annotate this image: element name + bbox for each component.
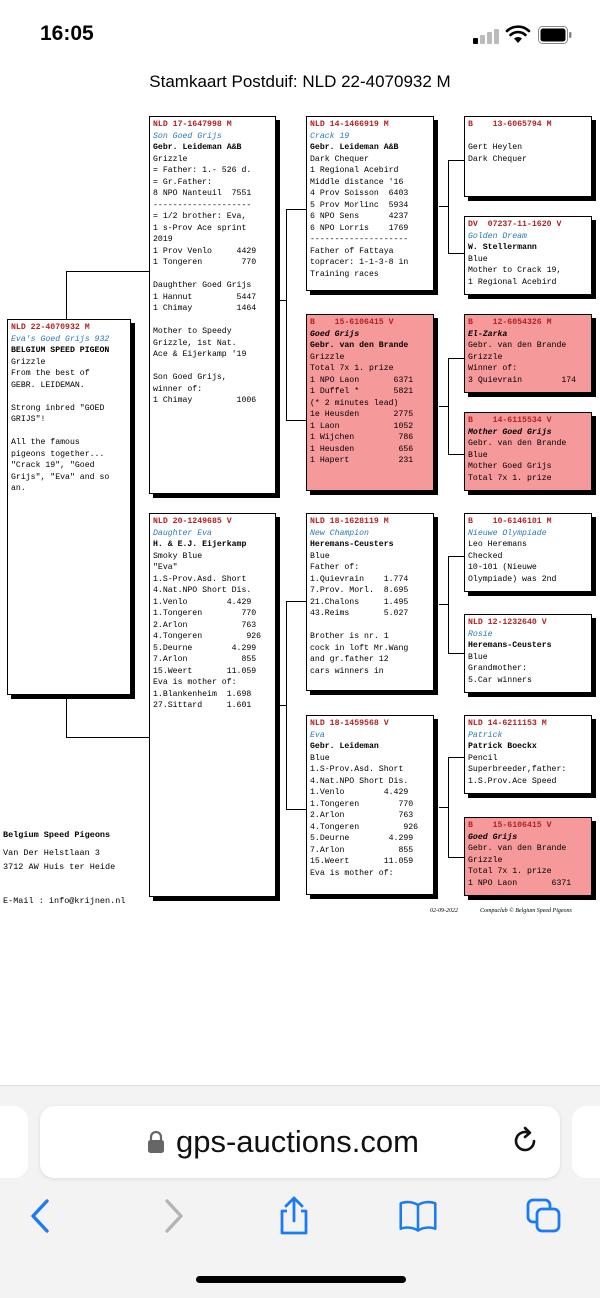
next-tab-preview[interactable]: [572, 1106, 600, 1178]
ring-number: NLD 18-1459568 V: [310, 719, 389, 728]
pigeon-owner: Gebr. van den Brande: [468, 439, 567, 448]
connector: [286, 809, 306, 810]
detail-line: 1 NPO Laon 6371: [310, 375, 414, 385]
pigeon-details: [310, 352, 430, 467]
previous-tab-preview[interactable]: [0, 1106, 28, 1178]
detail-line: Winner of:: [468, 364, 518, 373]
connector: [448, 160, 464, 161]
pigeon-card-fmm: [464, 412, 592, 491]
pigeon-details: [310, 551, 430, 678]
pigeon-card-mfm: [464, 614, 592, 693]
detail-line: Daughther Goed Grijs: [153, 281, 252, 290]
detail-line: 5.Car winners: [468, 675, 532, 685]
detail-line: 5 Prov Morlinc 5934: [310, 200, 409, 210]
detail-line: [153, 315, 272, 327]
connector: [448, 556, 449, 653]
pigeon-card-ffm: [464, 216, 592, 295]
pigeon-name: Daughter Eva: [153, 528, 212, 538]
detail-line: GEBR. LEIDEMAN.: [11, 380, 85, 390]
pigeon-details: [11, 357, 127, 495]
detail-line: winner of:: [153, 384, 203, 394]
pigeon-owner: Gebr. van den Brande: [468, 341, 567, 350]
pigeon-name: Mother Goed Grijs: [468, 427, 552, 437]
detail-line: 4.Nat.NPO Short Dis.: [310, 776, 409, 786]
detail-line: = Gr.Father:: [153, 177, 212, 187]
detail-line: 1.Quievrain 1.774: [310, 574, 409, 584]
detail-line: Grijs", "Eva" and so: [11, 472, 110, 482]
pigeon-name: Golden Dream: [468, 231, 527, 241]
detail-line: 15.Weert 11.059: [310, 857, 414, 866]
pigeon-name: New Champion: [310, 528, 369, 538]
ring-number: B 10-6146101 M: [468, 517, 552, 526]
pigeon-details: [468, 450, 588, 485]
detail-line: Son Goed Grijs,: [153, 373, 227, 382]
detail-line: 1 Chimay 1006: [153, 396, 257, 405]
detail-line: "Eva": [153, 563, 178, 572]
back-icon[interactable]: [22, 1196, 62, 1236]
detail-line: 1e Heusden 2775: [310, 410, 414, 419]
connector: [66, 271, 67, 320]
url-text[interactable]: gps-auctions.com: [176, 1124, 419, 1159]
detail-line: and gr.father 12: [310, 655, 389, 664]
detail-line: 1 Regional Acebird: [468, 277, 557, 287]
detail-line: Grizzle: [153, 154, 188, 164]
pigeon-card-mmm: [464, 817, 592, 896]
pigeon-name: El-Zarka: [468, 329, 508, 339]
pigeon-card-mff: [464, 513, 592, 592]
bookmarks-icon[interactable]: [398, 1196, 438, 1236]
detail-line: 1.Venlo 4.429: [153, 597, 252, 607]
detail-line: 5.Deurne 4.299: [310, 834, 414, 843]
connector: [448, 358, 464, 359]
detail-line: 4.Nat.NPO Short Dis.: [153, 586, 252, 595]
pigeon-name: Eva: [310, 730, 325, 740]
detail-line: 1 Prov Venlo 4429: [153, 246, 257, 256]
status-bar: [0, 0, 600, 70]
detail-line: 2.Arlon 763: [153, 620, 257, 630]
detail-line: Olympiade) was 2nd: [468, 574, 557, 584]
pigeon-details: [153, 551, 272, 712]
detail-line: 4.Tongeren 926: [310, 822, 419, 832]
ring-number: NLD 14-1466919 M: [310, 120, 389, 129]
connector: [286, 601, 306, 602]
connector: [286, 601, 287, 809]
detail-line: Grandmother:: [468, 664, 527, 673]
pigeon-name: Rosie: [468, 629, 493, 639]
pigeon-owner: Leo Heremans: [468, 540, 527, 549]
detail-line: [11, 391, 127, 403]
detail-line: 1 Wijchen 786: [310, 433, 414, 442]
detail-line: Dark Chequer: [310, 154, 369, 164]
ring-number: B 15-6106415 V: [468, 821, 552, 830]
pigeon-owner: Gebr. Leideman: [310, 742, 379, 751]
connector: [286, 420, 306, 421]
tabs-icon[interactable]: [524, 1196, 564, 1236]
pigeon-owner: H. & E.J. Eijerkamp: [153, 540, 247, 549]
detail-line: Grizzle: [468, 855, 503, 865]
pigeon-name: Son Goed Grijs: [153, 131, 222, 141]
pigeon-name: Goed Grijs: [468, 832, 518, 842]
detail-line: Grizzle: [11, 357, 46, 367]
detail-line: 27.Sittard 1.601: [153, 701, 252, 710]
detail-line: 1 NPO Laon 6371: [468, 878, 572, 888]
detail-line: Grizzle: [310, 352, 345, 362]
ring-number: B 14-6115534 V: [468, 416, 552, 425]
pigeon-card-father-mother: [306, 314, 434, 491]
ring-number: B 12-6054326 M: [468, 318, 552, 327]
detail-line: 1.Blankenheim 1.698: [153, 689, 252, 699]
detail-line: 7.Arlon 855: [153, 655, 257, 664]
footer-date: 02-09-2022: [430, 908, 458, 914]
connector: [439, 807, 448, 808]
detail-line: Pencil: [468, 753, 498, 763]
detail-line: Grizzle: [468, 352, 503, 362]
ring-number: NLD 14-6211153 M: [468, 719, 547, 728]
lock-icon: [146, 1130, 166, 1154]
connector: [66, 271, 150, 272]
breeder-address-line1: Van Der Helstlaan 3: [3, 848, 100, 858]
detail-line: 1.S.Prov.Ace Speed: [468, 776, 557, 786]
detail-line: Mother Goed Grijs: [468, 462, 552, 471]
ring-number: B 13-6065794 M: [468, 120, 552, 129]
pigeon-details: [468, 652, 588, 687]
pigeon-owner: Gebr. van den Brande: [468, 844, 567, 853]
pigeon-name: Goed Grijs: [310, 329, 360, 339]
home-indicator: [196, 1276, 406, 1283]
pigeon-details: [468, 254, 588, 289]
pigeon-details: [310, 753, 430, 880]
page-title: Stamkaart Postduif: NLD 22-4070932 M: [149, 72, 451, 91]
detail-line: = 1/2 brother: Eva,: [153, 212, 247, 221]
ring-number: NLD 18-1628119 M: [310, 517, 389, 526]
share-icon[interactable]: [274, 1196, 314, 1236]
pigeon-name: Patrick: [468, 730, 503, 740]
reload-icon[interactable]: [508, 1124, 542, 1158]
detail-line: Training races: [310, 269, 379, 279]
detail-line: an.: [11, 484, 26, 493]
pigeon-card-mother-mother: [306, 715, 434, 895]
detail-line: pigeons together...: [11, 449, 105, 459]
detail-line: Brother is nr. 1: [310, 632, 389, 641]
pigeon-owner: Heremans-Ceusters: [468, 641, 552, 650]
detail-line: 3 Quievrain 174: [468, 375, 577, 385]
detail-line: 5.Deurne 4.299: [153, 643, 257, 653]
detail-line: Father of:: [310, 563, 360, 572]
pigeon-card-subject: [7, 319, 131, 695]
pigeon-owner: Gebr. Leideman A&B: [153, 143, 242, 152]
connector: [66, 737, 150, 738]
connector: [66, 695, 67, 737]
pigeon-details: [468, 855, 588, 890]
connector: [276, 705, 286, 706]
detail-line: Blue: [468, 254, 488, 264]
pigeon-card-fmf: [464, 314, 592, 393]
pigeon-card-fff: [464, 116, 592, 197]
connector: [448, 454, 464, 455]
detail-line: Blue: [310, 551, 330, 561]
detail-line: 1 Laon 1052: [310, 421, 414, 431]
detail-line: 1 Tongeren 770: [153, 258, 257, 267]
ring-number: DV 07237-11-1620 V: [468, 220, 562, 229]
detail-line: Grizzle, 1st Nat.: [153, 338, 237, 348]
detail-line: [153, 361, 272, 373]
detail-line: 7.Prov. Morl. 8.695: [310, 586, 409, 595]
breeder-email: E-Mail : info@krijnen.nl: [3, 896, 126, 906]
connector: [448, 757, 464, 758]
pigeon-details: [310, 154, 430, 281]
ring-number: NLD 20-1249685 V: [153, 517, 232, 526]
connector: [276, 300, 286, 301]
detail-line: 1 Chimay 1464: [153, 304, 257, 313]
pigeon-owner: W. Stellermann: [468, 243, 537, 252]
pigeon-owner: BELGIUM SPEED PIGEON: [11, 346, 110, 355]
detail-line: cock in loft Mr.Wang: [310, 643, 409, 653]
detail-line: 4.Tongeren 926: [153, 632, 262, 641]
detail-line: 6 NPO Sens 4237: [310, 212, 409, 221]
breeder-info: [3, 828, 115, 874]
pigeon-owner: Gebr. Leideman A&B: [310, 143, 399, 152]
forward-icon[interactable]: [152, 1196, 192, 1236]
connector: [439, 406, 448, 407]
ring-number: NLD 12-1232640 V: [468, 618, 547, 627]
pigeon-card-mother: [149, 513, 276, 897]
pigeon-owner: Gebr. van den Brande: [310, 341, 409, 350]
detail-line: 1.S-Prov.Asd. Short: [153, 574, 247, 584]
footer-copyright: Compuclub © Belgium Speed Pigeons: [480, 908, 572, 914]
detail-line: cars winners in: [310, 666, 384, 676]
ring-number: NLD 17-1647998 M: [153, 120, 232, 129]
pigeon-name: Crack 19: [310, 131, 350, 141]
detail-line: 21.Chalons 1.495: [310, 597, 409, 607]
detail-line: = Father: 1.- 526 d.: [153, 166, 252, 175]
detail-line: [153, 269, 272, 281]
detail-line: 15.Weert 11.059: [153, 666, 257, 676]
detail-line: GRIJS"!: [11, 415, 46, 424]
detail-line: "Crack 19", "Goed: [11, 461, 95, 470]
detail-line: 1 Hannut 5447: [153, 292, 257, 302]
pigeon-owner: Gert Heylen: [468, 143, 523, 152]
detail-line: 4 Prov Soisson 6403: [310, 189, 409, 198]
pigeon-details: [468, 753, 588, 788]
detail-line: 1.S-Prov.Asd. Short: [310, 765, 404, 774]
detail-line: 10-101 (Nieuwe: [468, 563, 537, 572]
pigeon-details: [468, 154, 588, 166]
detail-line: 1 Heusden 656: [310, 444, 414, 454]
connector: [448, 253, 464, 254]
detail-line: 8 NPO Nanteuil 7551: [153, 189, 252, 198]
pigeon-card-father-father: [306, 116, 434, 291]
detail-line: Ace & Eijerkamp '19: [153, 350, 247, 359]
pigeon-card-mmf: [464, 715, 592, 794]
wifi-icon: [505, 25, 531, 45]
detail-line: topracer: 1-1-3-8 in: [310, 258, 409, 267]
connector: [448, 556, 464, 557]
pigeon-name: Nieuwe Olympiade: [468, 528, 547, 538]
detail-line: 43.Reims 5.027: [310, 609, 409, 618]
detail-line: --------------------: [310, 235, 409, 244]
pigeon-details: [468, 352, 588, 387]
detail-line: Strong inbred "GOED: [11, 403, 105, 413]
ring-number: B 15-6106415 V: [310, 318, 394, 327]
cellular-signal-icon: [473, 28, 501, 44]
detail-line: 1 Regional Acebird: [310, 166, 399, 175]
pigeon-name: Eva's Goed Grijs 932: [11, 334, 110, 344]
detail-line: (* 2 minutes lead): [310, 398, 399, 408]
detail-line: Superbreeder,father:: [468, 765, 567, 774]
detail-line: [11, 426, 127, 438]
detail-line: Eva is mother of:: [153, 678, 237, 687]
detail-line: Blue: [468, 652, 488, 662]
detail-line: Blue: [468, 450, 488, 460]
pigeon-details: [468, 551, 588, 586]
detail-line: 1.Tongeren 770: [310, 799, 414, 809]
detail-line: Eva is mother of:: [310, 868, 394, 878]
detail-line: Smoky Blue: [153, 551, 203, 561]
detail-line: 1.Tongeren 770: [153, 609, 257, 618]
detail-line: 2019: [153, 235, 173, 244]
detail-line: --------------------: [153, 200, 252, 210]
detail-line: 2.Arlon 763: [310, 811, 414, 820]
detail-line: Mother to Speedy: [153, 327, 232, 336]
connector: [448, 358, 449, 454]
detail-line: 1 s-Prov Ace sprint: [153, 223, 247, 233]
connector: [439, 604, 448, 605]
connector: [448, 857, 464, 858]
connector: [439, 206, 448, 207]
detail-line: Total 7x 1. prize: [468, 867, 552, 876]
connector: [286, 209, 306, 210]
pigeon-owner: Patrick Boeckx: [468, 742, 537, 751]
detail-line: Blue: [310, 753, 330, 763]
connector: [448, 653, 464, 654]
ring-number: NLD 22-4070932 M: [11, 323, 90, 332]
detail-line: Total 7x 1. prize: [310, 364, 394, 373]
detail-line: 7.Arlon 855: [310, 845, 414, 855]
detail-line: 1 Duffel * 5821: [310, 387, 414, 396]
pigeon-card-father: [149, 116, 276, 494]
detail-line: From the best of: [11, 369, 90, 378]
pigeon-details: [153, 154, 272, 407]
detail-line: Middle distance '16: [310, 177, 404, 187]
pigeon-owner: Heremans-Ceusters: [310, 540, 394, 549]
detail-line: 1 Hapert 231: [310, 456, 414, 465]
detail-line: Checked: [468, 551, 503, 561]
connector: [286, 209, 287, 420]
detail-line: Dark Chequer: [468, 154, 527, 164]
status-time: 16:05: [40, 22, 94, 45]
breeder-address-line2: 3712 AW Huis ter Heide: [3, 862, 116, 872]
connector: [448, 160, 449, 253]
detail-line: All the famous: [11, 438, 80, 447]
pigeon-card-mother-father: [306, 513, 434, 691]
detail-line: Mother to Crack 19,: [468, 266, 562, 275]
breeder-name: Belgium Speed Pigeons: [3, 830, 111, 840]
detail-line: [310, 620, 430, 632]
detail-line: 1.Venlo 4.429: [310, 788, 409, 797]
connector: [448, 757, 449, 857]
detail-line: Total 7x 1. prize: [468, 473, 552, 483]
battery-icon: [538, 26, 572, 44]
detail-line: Father of Fattaya: [310, 246, 394, 256]
detail-line: 6 NPO Lorris 1769: [310, 223, 409, 233]
